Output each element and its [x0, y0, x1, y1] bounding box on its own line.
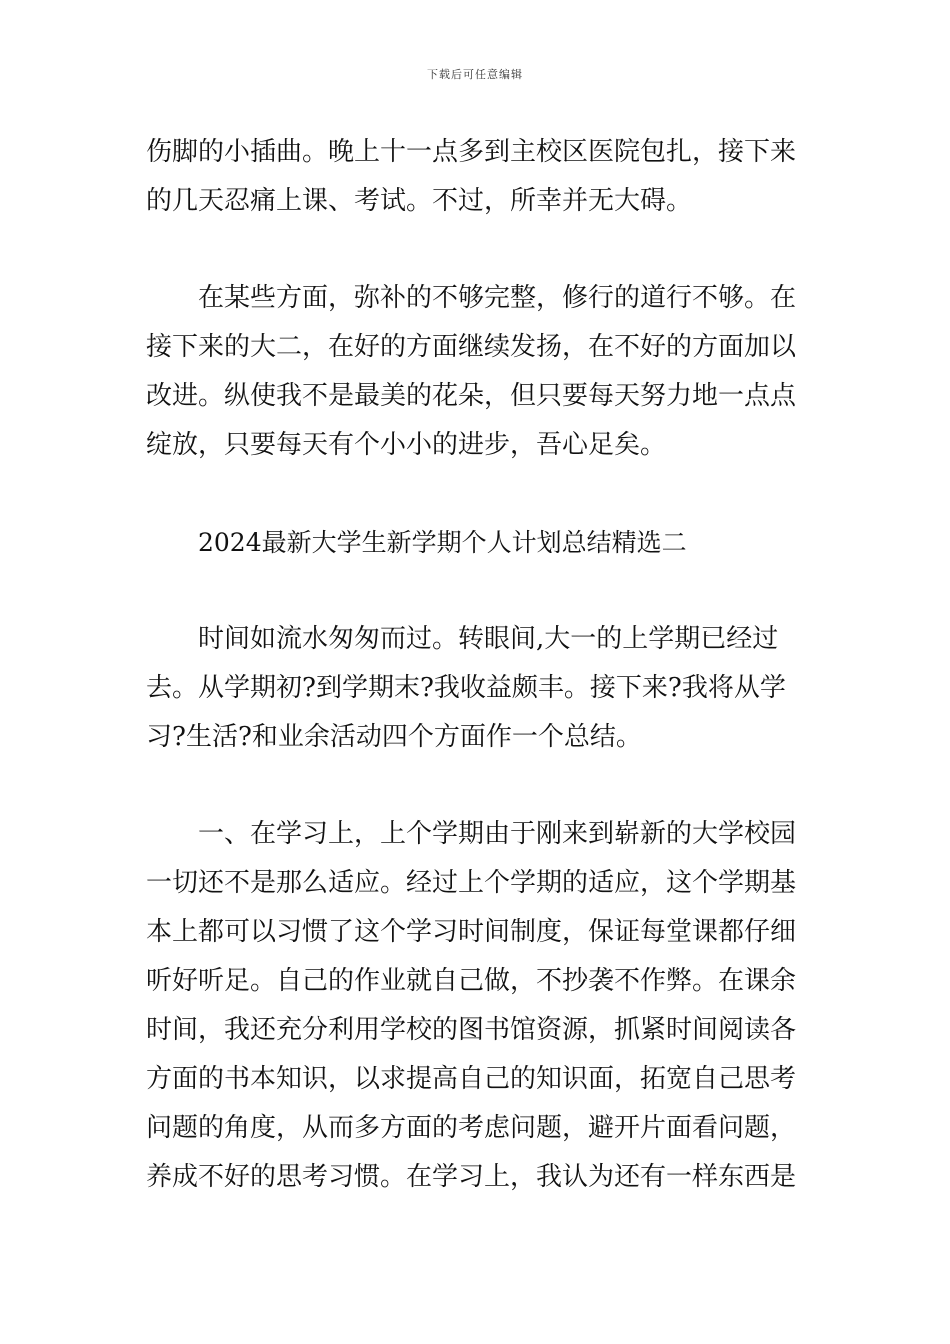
paragraph-intro: 时间如流水匆匆而过。转眼间,大一的上学期已经过去。从学期初?到学期末?我收益颇丰。接下来?我将从学习?生活?和业余活动四个方面作一个总结。 — [146, 624, 786, 752]
paragraph-study: 一、在学习上，上个学期由于刚来到崭新的大学校园一切还不是那么适应。经过上个学期的适应，这个学期基本上都可以习惯了这个学习时间制度，保证每堂课都仔细听好听足。自己的作业就自己做，不抄袭不作弊。在课余时间，我还充分利用学校的图书馆资源，抓紧时间阅读各方面的书本知识，以求提高自己的知识面，拓宽自己思考问题的角度，从而多方面的考虑问题，避开片面看问题，养成不好的思考习惯。在学习上，我认为还有一样东西是 — [146, 819, 797, 1192]
paragraph-continuation: 伤脚的小插曲。晚上十一点多到主校区医院包扎，接下来的几天忍痛上课、考试。不过，所幸并无大碍。 — [146, 137, 797, 216]
section-heading: 2024最新大学生新学期个人计划总结精选二 — [198, 528, 687, 557]
document-body — [146, 128, 816, 1250]
paragraph-reflection: 在某些方面，弥补的不够完整，修行的道行不够。在接下来的大二，在好的方面继续发扬，在不好的方面加以改进。纵使我不是最美的花朵，但只要每天努力地一点点绽放，只要每天有个小小的进步，吾心足矣。 — [146, 283, 797, 460]
page-header-note: 下载后可任意编辑 — [427, 68, 523, 81]
